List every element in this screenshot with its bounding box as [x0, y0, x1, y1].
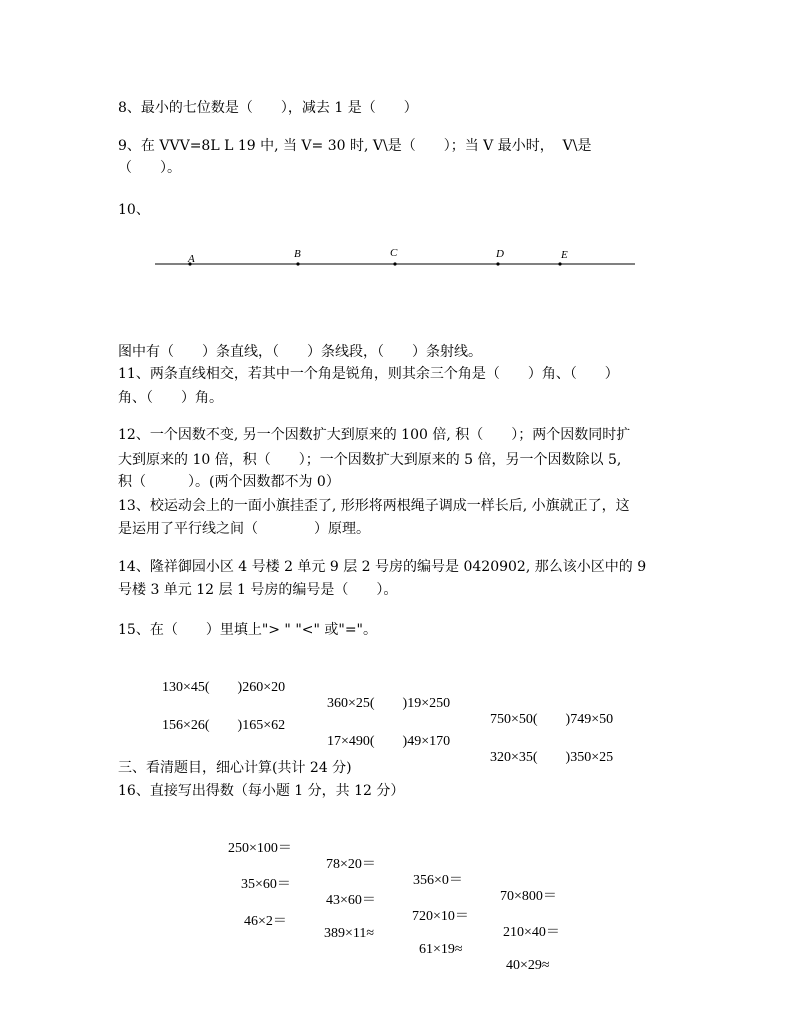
- question-14-line2: 号楼 3 单元 12 层 1 号房的编号是（ ）。: [118, 582, 398, 598]
- point-c: [393, 262, 396, 265]
- section-3-heading: 三、看清题目，细心计算(共计 24 分): [118, 760, 352, 776]
- point-e: [558, 262, 561, 265]
- compare-item: 130×45( )260×20: [162, 680, 286, 695]
- question-14-line1: 14、隆祥御园小区 4 号楼 2 单元 9 层 2 号房的编号是 0420902, 那么该小区中的 9: [118, 559, 647, 575]
- compare-item: 360×25( )19×250: [327, 696, 451, 711]
- question-13-line2: 是运用了平行线之间（ ）原理。: [118, 521, 370, 537]
- label-d: D: [496, 248, 504, 260]
- label-a: A: [188, 253, 195, 265]
- question-16: 16、直接写出得数（每小题 1 分，共 12 分）: [118, 783, 405, 799]
- question-8: 8、最小的七位数是（ ），减去 1 是（ ）: [118, 100, 418, 116]
- question-12-line2: 大到原来的 10 倍，积（ ）；一个因数扩大到原来的 5 倍，另一个因数除以 5,: [118, 452, 622, 468]
- compare-item: 750×50( )749×50: [490, 712, 614, 727]
- calc-item: 250×100＝: [228, 841, 292, 856]
- point-b: [296, 262, 299, 265]
- calc-item: 78×20＝: [326, 857, 376, 872]
- label-e: E: [561, 249, 568, 261]
- compare-item: 320×35( )350×25: [490, 750, 614, 765]
- question-12-line1: 12、一个因数不变, 另一个因数扩大到原来的 100 倍, 积（ ）；两个因数同时扩: [118, 427, 631, 443]
- calc-item: 389×11≈: [324, 926, 375, 941]
- label-b: B: [294, 248, 301, 260]
- question-15: 15、在（ ）里填上"> " "<" 或"="。: [118, 622, 377, 638]
- question-12-line3: 积（ ）。(两个因数都不为 0）: [118, 474, 340, 490]
- label-c: C: [390, 247, 398, 259]
- calc-item: 43×60＝: [326, 893, 376, 908]
- question-11-line2: 角、（ ）角。: [118, 390, 223, 406]
- calc-item: 46×2＝: [244, 914, 287, 929]
- question-13-line1: 13、校运动会上的一面小旗挂歪了, 形形将两根绳子调成一样长后, 小旗就正了，这: [118, 498, 630, 514]
- calc-item: 35×60＝: [241, 877, 291, 892]
- compare-item: 156×26( )165×62: [162, 718, 286, 733]
- calc-item: 61×19≈: [419, 942, 463, 957]
- question-10: 10、: [118, 202, 150, 218]
- compare-item: 17×490( )49×170: [327, 734, 451, 749]
- question-10-text: 图中有（ ）条直线，（ ）条线段，（ ）条射线。: [118, 344, 482, 360]
- calc-item: 70×800＝: [500, 889, 557, 904]
- point-d: [496, 262, 499, 265]
- line-diagram: [150, 238, 640, 278]
- question-9-line2: （ ）。: [118, 160, 181, 176]
- calc-item: 40×29≈: [506, 958, 550, 973]
- compare-row-2: [0, 698, 794, 765]
- calc-row-3: [0, 894, 794, 974]
- question-9-line1: 9、在 VVV=8L L 19 中, 当 V= 30 时, V\是（ ）；当 V 最小时， V\是: [118, 138, 592, 154]
- calc-item: 210×40＝: [503, 925, 560, 940]
- calc-item: 356×0＝: [413, 873, 463, 888]
- question-11-line1: 11、两条直线相交，若其中一个角是锐角，则其余三个角是（ ）角、（ ）: [118, 366, 619, 382]
- calc-item: 720×10＝: [412, 909, 469, 924]
